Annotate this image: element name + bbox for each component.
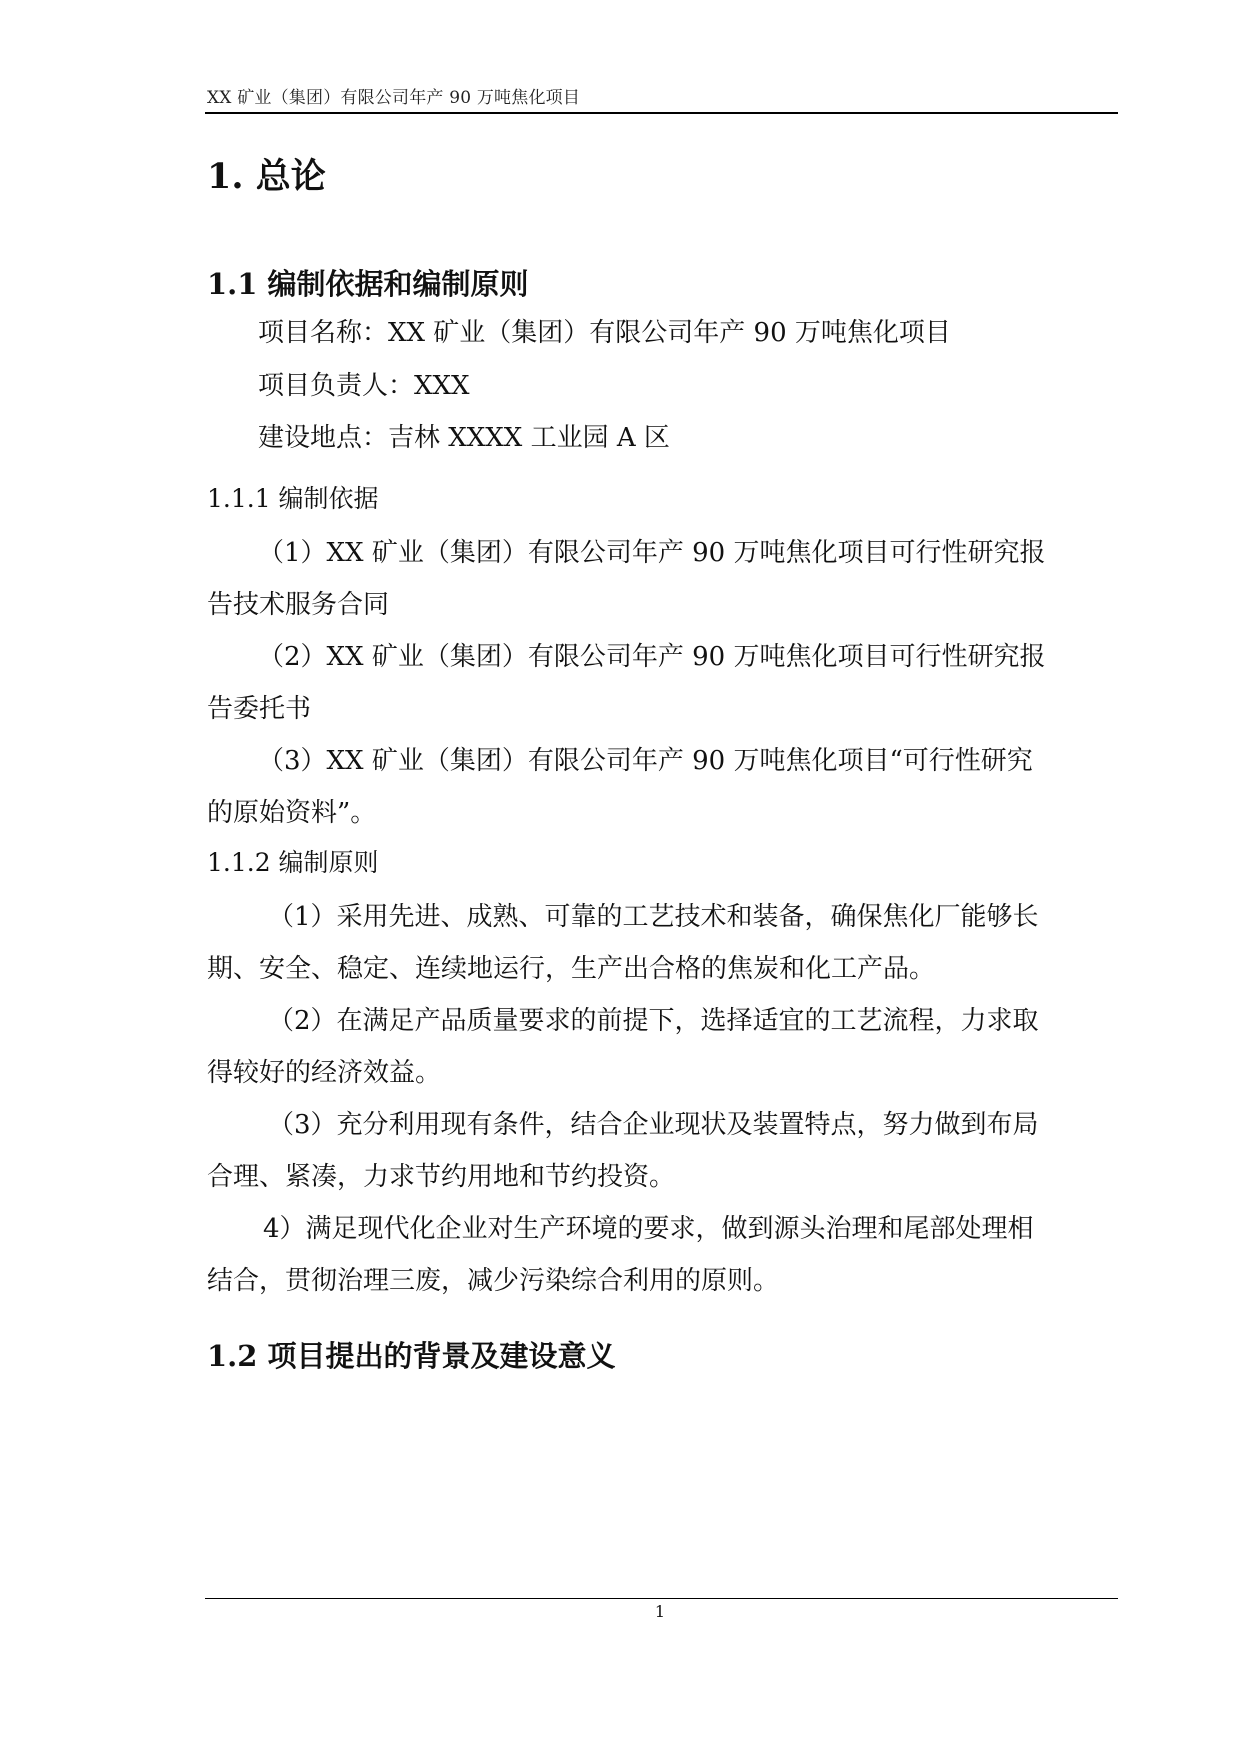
page-number: 1	[654, 1602, 666, 1621]
subsection-heading-1-1-1: 1.1.1 编制依据	[207, 484, 379, 513]
footer-rule	[205, 1598, 1118, 1599]
principle-item-3-line1: （3）充分利用现有条件，结合企业现状及装置特点，努力做到布局	[268, 1110, 1039, 1140]
principle-item-1-line1: （1）采用先进、成熟、可靠的工艺技术和装备，确保焦化厂能够长	[268, 902, 1039, 932]
principle-item-2-line2: 得较好的经济效益。	[207, 1058, 442, 1088]
principle-item-3-line2: 合理、紧凑，力求节约用地和节约投资。	[207, 1162, 676, 1192]
section-heading-1-1: 1.1 编制依据和编制原则	[207, 267, 529, 301]
basis-item-3-line1: （3）XX 矿业（集团）有限公司年产 90 万吨焦化项目“可行性研究	[258, 746, 1033, 776]
basis-item-2-line1: （2）XX 矿业（集团）有限公司年产 90 万吨焦化项目可行性研究报	[258, 642, 1046, 672]
chapter-title: 1. 总论	[207, 156, 326, 197]
running-header: XX 矿业（集团）有限公司年产 90 万吨焦化项目	[207, 88, 581, 108]
principle-item-4-line1: 4）满足现代化企业对生产环境的要求，做到源头治理和尾部处理相	[263, 1214, 1034, 1244]
basis-item-1-line2: 告技术服务合同	[207, 590, 390, 620]
project-leader-line: 项目负责人：XXX	[258, 371, 470, 401]
location-line: 建设地点：吉林 XXXX 工业园 A 区	[258, 423, 670, 453]
subsection-heading-1-1-2: 1.1.2 编制原则	[207, 848, 379, 877]
basis-item-1-line1: （1）XX 矿业（集团）有限公司年产 90 万吨焦化项目可行性研究报	[258, 538, 1046, 568]
project-name-line: 项目名称：XX 矿业（集团）有限公司年产 90 万吨焦化项目	[258, 318, 951, 348]
principle-item-1-line2: 期、安全、稳定、连续地运行，生产出合格的焦炭和化工产品。	[207, 954, 936, 984]
basis-item-2-line2: 告委托书	[207, 694, 312, 724]
header-rule	[205, 112, 1118, 114]
principle-item-4-line2: 结合，贯彻治理三废，减少污染综合利用的原则。	[207, 1266, 780, 1296]
basis-item-3-line2: 的原始资料”。	[207, 798, 377, 828]
principle-item-2-line1: （2）在满足产品质量要求的前提下，选择适宜的工艺流程，力求取	[268, 1006, 1039, 1036]
section-heading-1-2: 1.2 项目提出的背景及建设意义	[207, 1339, 616, 1373]
